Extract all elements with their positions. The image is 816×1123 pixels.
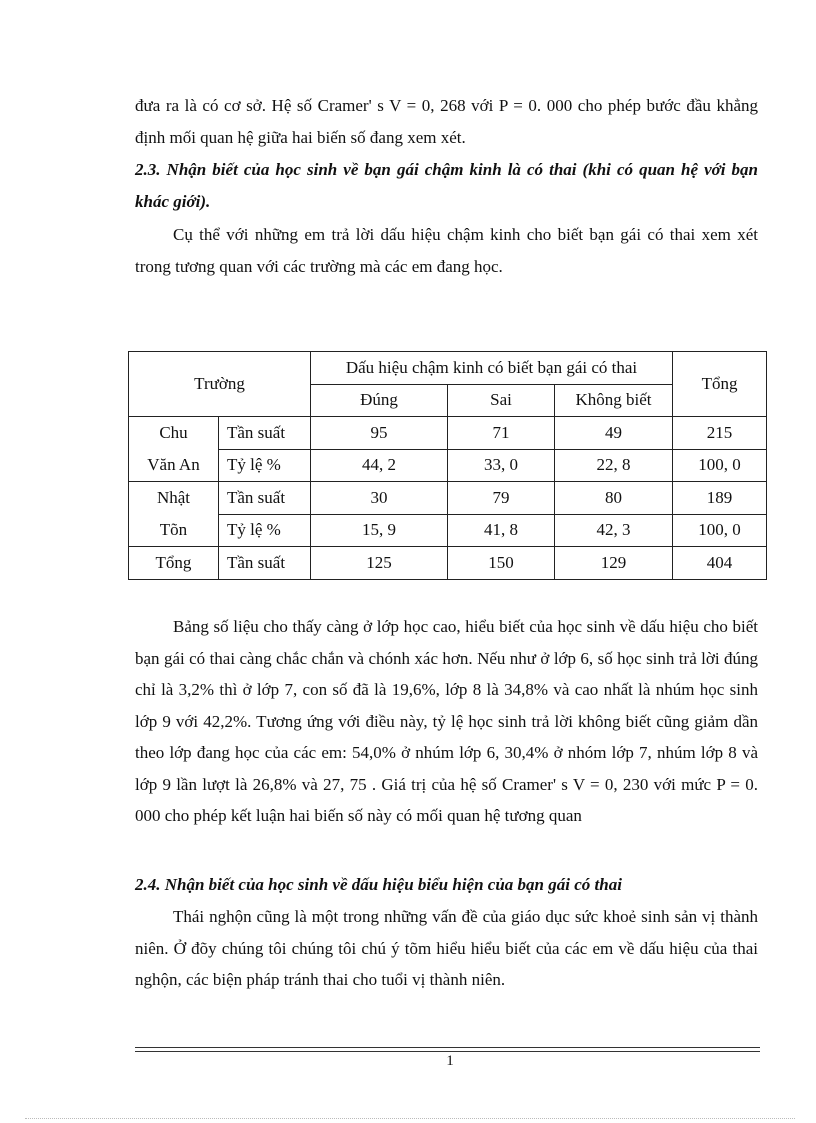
table-row <box>129 547 767 580</box>
intro-paragraph: đưa ra là có cơ sở. Hệ số Cramer' s V = 0, 268 với P = 0. 000 cho phép bước đầu khẳng định mối quan hệ giữa hai biến số đang xem xét. <box>135 96 758 147</box>
value-cell: 44, 2 <box>311 449 448 482</box>
section-heading-2-4: 2.4. Nhận biết của học sinh về dấu hiệu biểu hiện của bạn gái có thai <box>135 875 622 894</box>
paragraph-4: Thái nghộn cũng là một trong những vấn đề của giáo dục sức khoẻ sinh sản vị thành niên. Ở đõy chúng tôi chúng tôi chú ý tõm hiểu hiểu biết của các em về dấu hiệu của thai nghộn, các biện pháp tránh thai cho tuổi vị thành niên. <box>135 907 758 989</box>
value-cell: 80 <box>555 482 673 515</box>
table-header-row <box>129 352 767 385</box>
paragraph-3: Bảng số liệu cho thấy càng ở lớp học cao, hiểu biết của học sinh về dấu hiệu cho biết bạn gái có thai càng chắc chắn và chónh xác hơn. Nếu như ở lớp 6, số học sinh trả lời đúng chỉ là 3,2% thì ở lớp 7, con số đã là 19,6%, lớp 8 là 34,8% và cao nhất là nhúm học sinh lớp 9 với 42,2%. Tương ứng với điều này, tỷ lệ học sinh trả lời không biết cũng giảm dần theo lớp đang học của các em: 54,0% ở nhúm lớp 6, 30,4% ở nhóm lớp 7, nhúm lớp 8 và lớp 9 lần lượt là 26,8% và 27, 75 . Giá trị của hệ số Cramer' s V = 0, 230 với mức P = 0. 000 cho phép kết luận hai biến số này có mối quan hệ tương quan <box>135 617 758 825</box>
school-cell: Nhật <box>129 482 219 515</box>
value-cell: 71 <box>448 417 555 450</box>
paragraph-2: Cụ thể với những em trả lời dấu hiệu chậm kinh cho biết bạn gái có thai xem xét trong tương quan với các trường mà các em đang học. <box>135 225 758 276</box>
total-cell: 215 <box>673 417 767 450</box>
metric-cell: Tỷ lệ % <box>219 449 311 482</box>
header-total: Tổng <box>673 352 767 417</box>
page-edge-divider <box>25 1118 795 1119</box>
school-cell: Tõn <box>129 514 219 547</box>
value-cell: 22, 8 <box>555 449 673 482</box>
metric-cell: Tỷ lệ % <box>219 514 311 547</box>
data-table <box>128 351 767 580</box>
value-cell: 15, 9 <box>311 514 448 547</box>
total-cell: 100, 0 <box>673 514 767 547</box>
school-cell: Văn An <box>129 449 219 482</box>
table-row <box>129 514 767 547</box>
total-cell: 100, 0 <box>673 449 767 482</box>
table-row <box>129 449 767 482</box>
value-cell: 129 <box>555 547 673 580</box>
value-cell: 30 <box>311 482 448 515</box>
footer-rule <box>135 1047 760 1048</box>
metric-cell: Tần suất <box>219 547 311 580</box>
header-school: Trường <box>129 352 311 417</box>
subheader-wrong: Sai <box>448 384 555 417</box>
value-cell: 79 <box>448 482 555 515</box>
page-number: 1 <box>446 1053 454 1069</box>
footer-rule <box>135 1051 760 1052</box>
value-cell: 150 <box>448 547 555 580</box>
value-cell: 125 <box>311 547 448 580</box>
total-cell: 189 <box>673 482 767 515</box>
value-cell: 49 <box>555 417 673 450</box>
header-group: Dấu hiệu chậm kinh có biết bạn gái có thai <box>311 352 673 385</box>
metric-cell: Tần suất <box>219 482 311 515</box>
value-cell: 95 <box>311 417 448 450</box>
value-cell: 42, 3 <box>555 514 673 547</box>
subheader-correct: Đúng <box>311 384 448 417</box>
subheader-unknown: Không biết <box>555 384 673 417</box>
value-cell: 33, 0 <box>448 449 555 482</box>
school-cell: Chu <box>129 417 219 450</box>
total-cell: 404 <box>673 547 767 580</box>
metric-cell: Tần suất <box>219 417 311 450</box>
school-cell: Tổng <box>129 547 219 580</box>
table-row <box>129 417 767 450</box>
value-cell: 41, 8 <box>448 514 555 547</box>
table-row <box>129 482 767 515</box>
section-heading-2-3: 2.3. Nhận biết của học sinh về bạn gái chậm kinh là có thai (khi có quan hệ với bạn khác giới). <box>135 160 758 211</box>
